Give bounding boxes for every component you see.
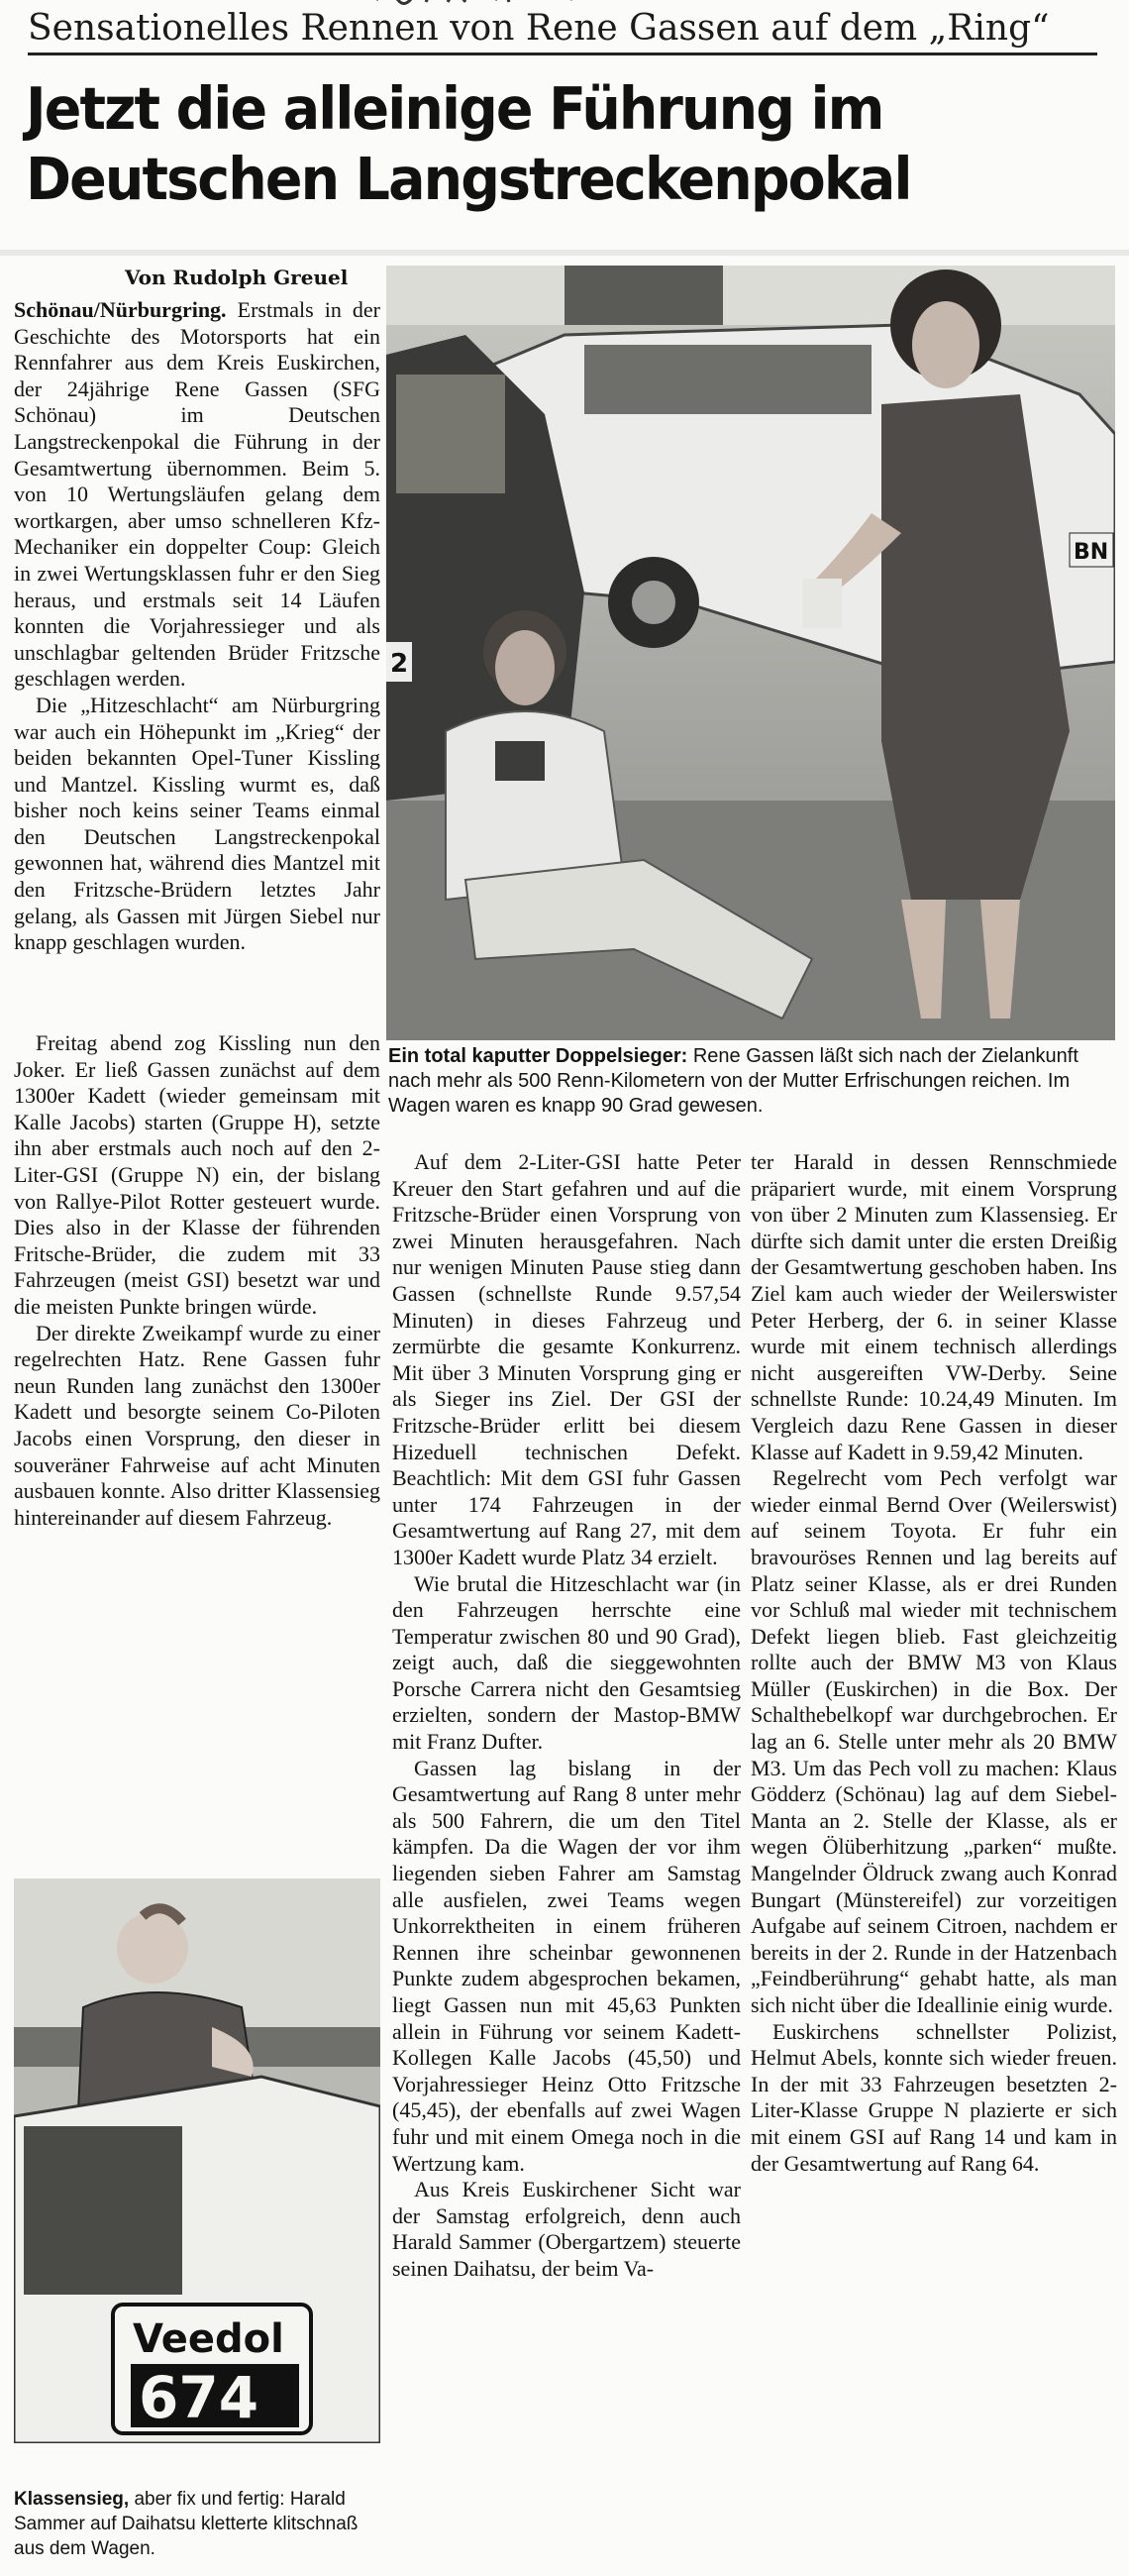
kicker-line: Sensationelles Rennen von Rene Gassen auf dem „Ring“ bbox=[28, 8, 1097, 55]
car-number-decal: 674 bbox=[139, 2364, 259, 2431]
byline: Von Rudolph Greuel bbox=[125, 266, 349, 289]
article-paragraph: Euskirchens schnellster Polizist, Helmut Abels, konnte sich wieder freuen. In der mit 33 Fahrzeugen besetzten 2-Liter-Klasse Gruppe N plazierte er sich mit einem GSI auf Rang 14 und kam in der Gesamtwertung auf Rang 64. bbox=[751, 2018, 1117, 2176]
dateline: Schönau/Nürburgring. bbox=[14, 297, 227, 322]
sponsor-decal-text: Veedol bbox=[133, 2316, 284, 2362]
article-column-2 bbox=[392, 1149, 741, 2283]
caption-bold-lead: Klassensieg, bbox=[14, 2489, 130, 2510]
article-paragraph: Aus Kreis Euskirchener Sicht war der Samstag erfolgreich, denn auch Harald Sammer (Obergartzem) steuerte seinen Daihatsu, der beim Va- bbox=[392, 2177, 741, 2281]
caption-text: Rene Gassen läßt sich nach der Zielankunft nach mehr als 500 Renn-Kilometern von der Mutter Erfrischungen reichen. Im Wagen waren es knapp 90 Grad gewesen. bbox=[388, 1045, 1078, 1117]
photo-main-illustration bbox=[386, 266, 1115, 1040]
article-paragraph bbox=[14, 297, 380, 693]
photo-second-illustration bbox=[14, 1878, 380, 2443]
photo-driver-and-mother bbox=[386, 266, 1115, 1040]
photo-second-caption bbox=[14, 2487, 380, 2561]
article-column-1-continued bbox=[14, 1030, 380, 1531]
article-paragraph: Gassen lag bislang in der Gesamtwertung auf Rang 8 unter mehr als 500 Fahrern, die um den Titel kämpfen. Da die Wagen der vor ihm liegenden sieben Fahrer am Samstag alle ausfielen, zwei Teams wegen Unkorrektheiten in einem früheren Rennen ihre scheinbar gewonnenen Punkte zudem abgesprochen bekamen, liegt Gassen nun mit 45,63 Punkten allein in Führung vor seinem Kadett-Kollegen Kalle Jacobs (45,50) und Vorjahressieger Heinz Otto Fritzsche (45,45), der ebenfalls auf zwei Wagen fuhr und mit einem Omega noch in die Wertzung kam. bbox=[392, 1755, 741, 2176]
article-paragraph: Wie brutal die Hitzeschlacht war (in den Fahrzeugen herrschte eine Temperatur zwischen 80 und 90 Grad), zeigt auch, daß die sieggewohnten Porsche Carrera nicht den Gesamtsieg erzielten, sondern der Mastop-BMW mit Franz Dufter. bbox=[392, 1570, 741, 1755]
article-paragraph: Freitag abend zog Kissling nun den Joker. Er ließ Gassen zunächst auf dem 1300er Kadett (wieder gemeinsam mit Kalle Jacobs) starten (Gruppe H), setzte ihn aber erstmals auch noch auf den 2-Liter-GSI (Gruppe N) ein, der bislang von Rallye-Pilot Rotter gesteuert wurde. Dies also in der Klasse der führenden Fritsche-Brüder, die zudem mit 33 Fahrzeugen (meist GSI) besetzt war und die meisten Punkte bringen würde. bbox=[14, 1030, 380, 1319]
photo-main-caption bbox=[388, 1044, 1111, 1119]
headline-line-1: Jetzt die alleinige Führung im bbox=[26, 74, 883, 143]
paragraph-text: Erstmals in der Geschichte des Motorsports hat ein Rennfahrer aus dem Kreis Euskirchen, der 24jährige Rene Gassen (SFG Schönau) im Deutschen Langstreckenpokal die Führung in der Gesamtwertung übernommen. Beim 5. von 10 Wertungsläufen gelang dem wortkargen, aber umso schnelleren Kfz-Mechaniker ein doppelter Coup: Gleich in zwei Wertungsklassen fuhr er den Sieg heraus, und erstmals seit 14 Läufen konnten die Vorjahressieger und als unschlagbar geltenden Brüder Fritzsche geschlagen werden. bbox=[14, 297, 380, 692]
article-column-1 bbox=[14, 297, 380, 956]
article-paragraph: Auf dem 2-Liter-GSI hatte Peter Kreuer den Start gefahren und auf die Fritzsche-Brüder einen Vorsprung von zwei Minuten herausgefahren. Nach nur wenigen Minuten Pause stieg dann Gassen (schnellste Runde 9.57,54 Minuten) in dieses Fahrzeug und zermürbte die gesamte Konkurrenz. Mit über 3 Minuten Vorsprung ging er als Sieger ins Ziel. Der GSI der Fritzsche-Brüder erlitt bei diesem Hizeduell technischen Defekt. Beachtlich: Mit dem GSI fuhr Gassen unter 174 Fahrzeugen in der Gesamtwertung auf Rang 27, mit dem 1300er Kadett wurde Platz 34 erzielt. bbox=[392, 1149, 741, 1569]
caption-text: aber fix und fertig: Harald Sammer auf Daihatsu kletterte klitschnaß aus dem Wagen. bbox=[14, 2489, 359, 2559]
header-divider bbox=[0, 250, 1129, 256]
article-paragraph: ter Harald in dessen Rennschmiede präpariert wurde, mit einem Vorsprung von über 2 Minuten zum Klassensieg. Er dürfte sich damit unter die ersten Dreißig der Gesamtwertung geschoben haben. Ins Ziel kam auch wieder der Weilerswister Peter Herberg, der 6. in seiner Klasse wurde mit einem technisch allerdings nicht ausgereiften VW-Derby. Seine schnellste Runde: 10.24,49 Minuten. Im Vergleich dazu Rene Gassen in dieser Klasse auf Kadett in 9.59,42 Minuten. bbox=[751, 1149, 1117, 1464]
article-paragraph: Der direkte Zweikampf wurde zu einer regelrechten Hatz. Rene Gassen fuhr neun Runden lang zunächst den 1300er Kadett und besorgte seinem Co-Piloten Jacobs einen Vorsprung, den dieser in souveräner Fahrweise auf acht Minuten ausbauen konnte. Also dritter Klassensieg hintereinander auf diesem Fahrzeug. bbox=[14, 1320, 380, 1530]
license-plate-text: BN bbox=[1074, 540, 1109, 565]
headline bbox=[26, 73, 1041, 214]
article-column-3 bbox=[751, 1149, 1117, 2177]
article-paragraph: Die „Hitzeschlacht“ am Nürburgring war auch ein Höhepunkt im „Krieg“ der beiden bekannten Opel-Tuner Kissling und Mantzel. Kissling wurmt es, daß bisher noch keins seiner Teams einmal den Deutschen Langstreckenpokal gewonnen hat, während dies Mantzel mit den Fritzsche-Brüdern letztes Jahr gelang, als Gassen mit Jürgen Siebel nur knapp geschlagen wurden. bbox=[14, 692, 380, 955]
car-number-text: 2 bbox=[390, 649, 409, 679]
article-paragraph: Regelrecht vom Pech verfolgt war wieder einmal Bernd Over (Weilerswist) auf seinem Toyota. Er fuhr ein bravouröses Rennen und lag bereits auf Platz seiner Klasse, als er drei Runden vor Schluß mal wieder mit technischem Defekt liegen blieb. Fast gleichzeitig rollte auch der BMW M3 von Klaus Müller (Euskirchen) in die Box. Der Schalthebelkopf war durchgebrochen. Er lag an 6. Stelle unter mehr als 20 BMW M3. Um das Pech voll zu machen: Klaus Gödderz (Schönau) lag auf dem Siebel-Manta an 2. Stelle der Klasse, als er wegen Ölüberhitzung „parken“ mußte. Mangelnder Öldruck zwang auch Konrad Bungart (Münstereifel) zur vorzeitigen Aufgabe auf seinem Citroen, nachdem er bereits in der 2. Runde in der Hatzenbach „Feindberührung“ gehabt hatte, als man sich nicht über die Ideallinie einig wurde. bbox=[751, 1465, 1117, 2017]
headline-line-2: Deutschen Langstreckenpokal bbox=[26, 145, 911, 213]
photo-harald-sammer bbox=[14, 1878, 380, 2443]
caption-bold-lead: Ein total kaputter Doppelsieger: bbox=[388, 1045, 688, 1067]
